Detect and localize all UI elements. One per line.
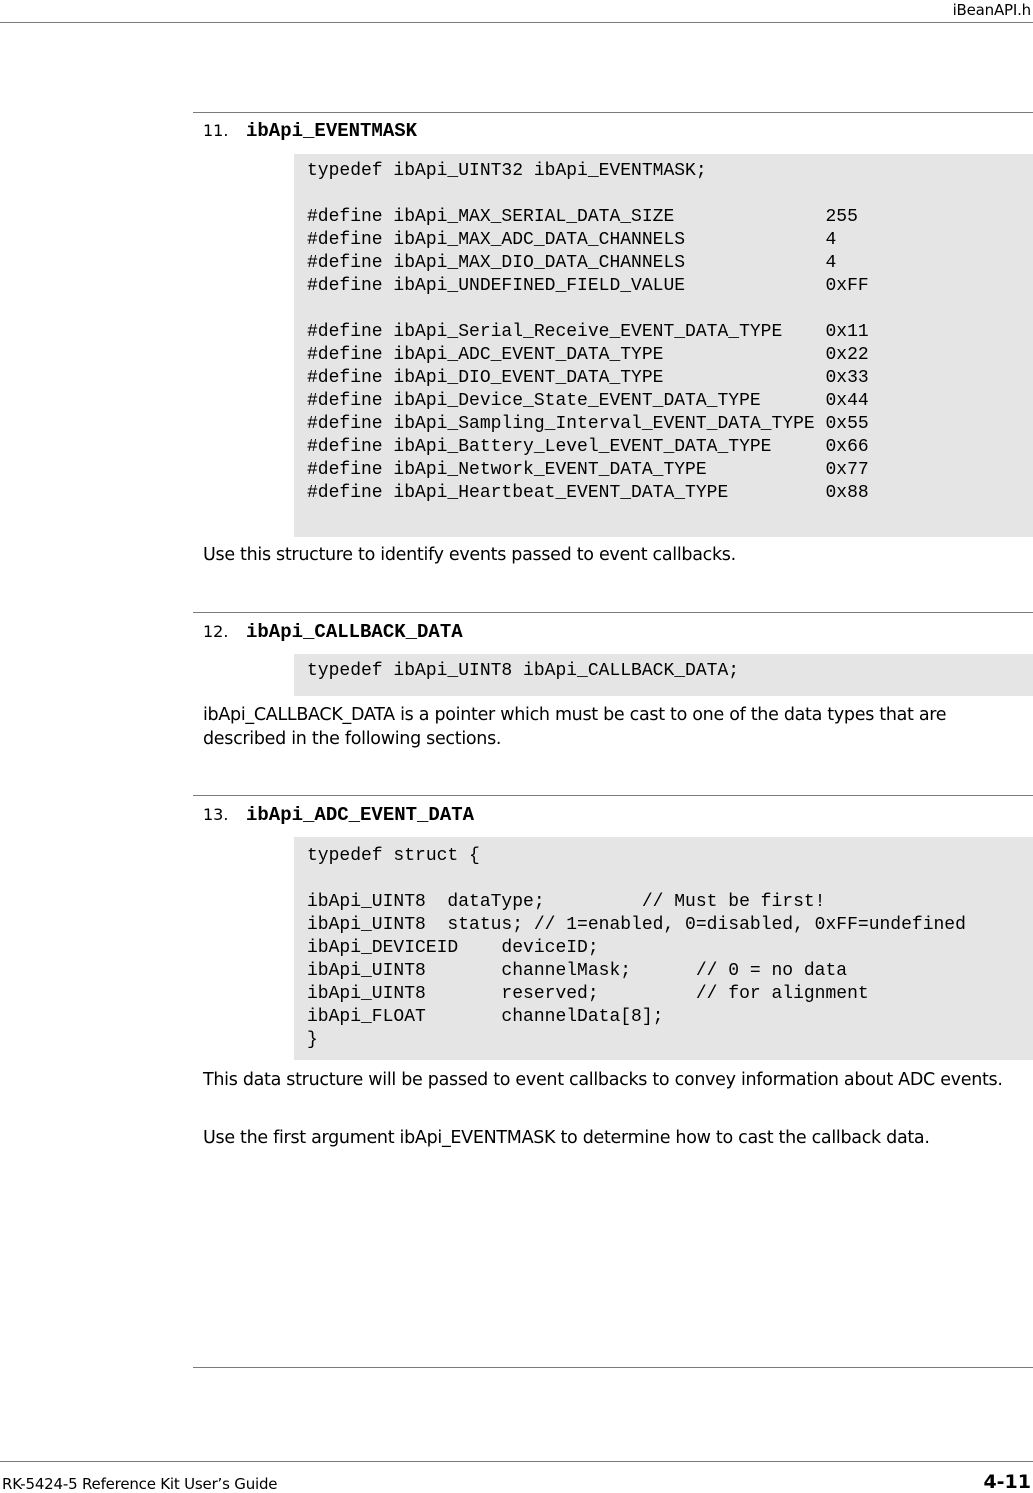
running-header-title: iBeanAPI.h [952, 1, 1031, 19]
content-end-divider [193, 1367, 1033, 1368]
section-divider [193, 795, 1033, 796]
code-listing: typedef ibApi_UINT32 ibApi_EVENTMASK; #define ibApi_MAX_SERIAL_DATA_SIZE 255 #define ibApi_MAX_ADC_DATA_CHANNELS 4 #define ibApi_MAX_DIO_DATA_CHANNELS 4 #define ibApi_UNDEFINED_FIELD_VALUE 0xFF #define ibApi_Serial_Receive_EVENT_DATA_TYPE 0x11 #define ibApi_ADC_EVENT_DATA_TYPE 0x22 #define ibApi_DIO_EVENT_DATA_TYPE 0x33 #define ibApi_Device_State_EVENT_DATA_TYPE 0x44 #define ibApi_Sampling_Interval_EVENT_DATA_TYPE 0x55 #define ibApi_Battery_Level_EVENT_DATA_TYPE 0x66 #define ibApi_Network_EVENT_DATA_TYPE 0x77 #define ibApi_Heartbeat_EVENT_DATA_TYPE 0x88 [307, 161, 869, 503]
section-heading [203, 803, 474, 827]
section-divider [193, 112, 1033, 113]
footer-page-number: 4-11 [983, 1471, 1031, 1493]
section-divider [193, 612, 1033, 613]
section-number: 12. [203, 622, 229, 641]
section-heading [203, 620, 463, 644]
footer-divider [0, 1461, 1033, 1462]
section-number: 13. [203, 805, 229, 824]
code-listing: typedef struct { ibApi_UINT8 dataType; // Must be first! ibApi_UINT8 status; // 1=enabled, 0=disabled, 0xFF=undefined ibApi_DEVICEID deviceID; ibApi_UINT8 channelMask; // 0 = no data ibApi_UINT8 reserved; // for alignment ibApi_FLOAT channelData[8]; } [307, 846, 966, 1050]
section-name: ibApi_EVENTMASK [246, 120, 418, 142]
section-description: Use the first argument ibApi_EVENTMASK to determine how to cast the callback data. [203, 1128, 930, 1148]
header-divider [0, 22, 1033, 23]
section-description: This data structure will be passed to event callbacks to convey information about ADC events. [203, 1070, 1003, 1090]
section-description: Use this structure to identify events passed to event callbacks. [203, 545, 736, 565]
footer-document-title: RK-5424-5 Reference Kit User’s Guide [2, 1475, 278, 1493]
section-description: ibApi_CALLBACK_DATA is a pointer which must be cast to one of the data types that are described in the following sections. [203, 705, 947, 749]
section-number: 11. [203, 121, 229, 140]
code-block [294, 154, 1033, 537]
section-heading [203, 119, 417, 143]
section-name: ibApi_ADC_EVENT_DATA [246, 804, 475, 826]
code-listing: typedef ibApi_UINT8 ibApi_CALLBACK_DATA; [307, 661, 740, 681]
section-name: ibApi_CALLBACK_DATA [246, 621, 463, 643]
code-block [294, 837, 1033, 1060]
code-block [294, 654, 1033, 696]
